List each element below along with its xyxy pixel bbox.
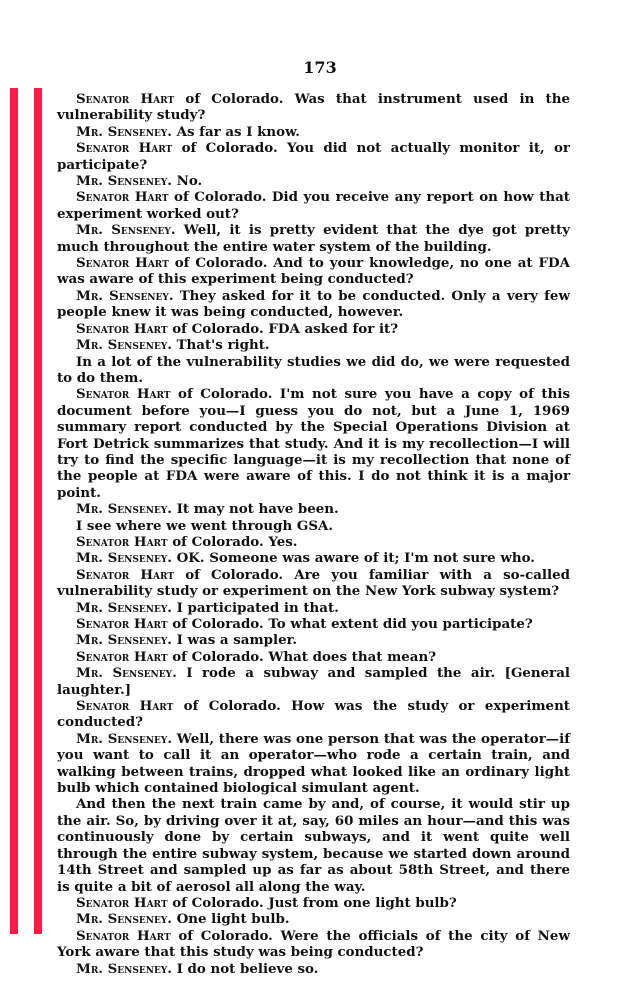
speaker-name: Mr. Senseney: [76, 632, 168, 649]
paragraph-text: . Well, there was one person that was the operator—if you want to call it an operator—who rode a certain train, and walking between trains, dropped what looked like an ordinary light bulb which contained biological simulant agent.: [57, 730, 570, 797]
paragraph-text: of Colorado. And to your knowledge, no one at FDA was aware of this experiment being conducted?: [57, 255, 570, 288]
paragraph-text: of Colorado. Were the officials of the city of New York aware that this study was being conducted?: [57, 927, 570, 961]
paragraph-text: of Colorado. Did you receive any report on how that experiment worked out?: [57, 189, 570, 222]
transcript-paragraph: [57, 731, 570, 797]
speaker-name: Mr. Senseney: [76, 550, 168, 567]
speaker-name: Mr. Senseney: [76, 337, 168, 354]
paragraph-text: of Colorado. How was the study or experiment conducted?: [57, 698, 570, 731]
paragraph-text: . OK. Someone was aware of it; I'm not sure who.: [167, 550, 535, 567]
transcript-paragraph: [57, 124, 570, 140]
speaker-name: Mr. Senseney: [76, 599, 168, 616]
paragraph-text: . I participated in that.: [167, 599, 339, 616]
paragraph-text: . One light bulb.: [167, 911, 290, 928]
paragraph-text: of Colorado. Was that instrument used in the vulnerability study?: [57, 91, 570, 124]
paragraph-text: of Colorado. What does that mean?: [167, 648, 437, 665]
transcript-paragraph: [57, 222, 570, 255]
speaker-name: Senator Hart: [76, 648, 168, 665]
page-number: 173: [303, 58, 337, 77]
margin-highlight-bar-right: [34, 88, 42, 934]
transcript-paragraph: [57, 961, 570, 977]
paragraph-text: of Colorado. Are you familiar with a so-called vulnerability study or experiment on the New York subway system?: [57, 566, 570, 600]
speaker-name: Mr. Senseney: [76, 960, 168, 977]
speaker-name: Senator Hart: [76, 566, 175, 583]
paragraph-text: of Colorado. FDA asked for it?: [167, 320, 399, 337]
speaker-name: Senator Hart: [76, 91, 175, 107]
transcript-paragraph: [57, 928, 570, 961]
transcript-paragraph: [57, 632, 570, 648]
paragraph-text: I see where we went through GSA.: [76, 517, 334, 534]
transcript-paragraph: [57, 91, 570, 124]
speaker-name: Mr. Senseney: [76, 730, 168, 747]
paragraph-text: . It may not have been.: [167, 501, 339, 518]
speaker-name: Senator Hart: [76, 320, 168, 337]
transcript-paragraph: [57, 600, 570, 616]
transcript-paragraph: [57, 189, 570, 222]
paragraph-text: . Well, it is pretty evident that the dye got pretty much throughout the entire water system of the building.: [57, 222, 570, 255]
speaker-name: Mr. Senseney: [76, 501, 168, 518]
transcript-paragraph: [57, 698, 570, 731]
paragraph-text: . They asked for it to be conducted. Only a very few people knew it was being conducted, however.: [57, 287, 570, 321]
speaker-name: Senator Hart: [76, 140, 173, 157]
speaker-name: Senator Hart: [76, 189, 169, 206]
paragraph-text: . I rode a subway and sampled the air. [General laughter.]: [57, 665, 570, 698]
speaker-name: Senator Hart: [76, 255, 169, 272]
transcript-paragraph: [57, 550, 570, 566]
transcript-paragraph: [57, 895, 570, 911]
speaker-name: Mr. Senseney: [76, 911, 168, 928]
transcript-paragraph: [57, 911, 570, 927]
transcript-paragraph: [57, 518, 570, 534]
speaker-name: Senator Hart: [76, 616, 168, 632]
margin-highlight-bar-left: [10, 88, 18, 934]
speaker-name: Mr. Senseney: [76, 173, 168, 190]
paragraph-text: of Colorado. You did not actually monitor it, or participate?: [57, 140, 570, 173]
speaker-name: Senator Hart: [76, 533, 168, 550]
transcript-paragraph: [57, 501, 570, 517]
paragraph-text: of Colorado. I'm not sure you have a copy of this document before you—I guess you do not, but a June 1, 1969 summary report conducted by the Special Operations Division at Fort Detrick summarizes that study. And it is my recollection—I will try to find the specific language—it is my recollection that none of the people at FDA were aware of this. I do not think it is a major point.: [57, 386, 570, 501]
paragraph-text: of Colorado. Yes.: [167, 533, 298, 550]
speaker-name: Mr. Senseney: [76, 287, 169, 304]
transcript-paragraph: [57, 665, 570, 698]
paragraph-text: . That's right.: [167, 337, 270, 354]
paragraph-text: . No.: [167, 173, 203, 190]
speaker-name: Mr. Senseney: [76, 123, 168, 140]
speaker-name: Senator Hart: [76, 927, 171, 944]
speaker-name: Mr. Senseney: [76, 222, 171, 239]
transcript-paragraph: [57, 534, 570, 550]
transcript-paragraph: [57, 140, 570, 173]
paragraph-text: of Colorado. To what extent did you participate?: [167, 616, 533, 632]
paragraph-text: . I was a sampler.: [167, 632, 298, 649]
paragraph-text: And then the next train came by and, of course, it would stir up the air. So, by driving over it at, say, 60 miles an hour—and this was continuously done by certain subways, and it went quite well through the entire subway system, because we started down around 14th Street and sampled up as far as about 58th Street, and there is quite a bit of aerosol all along the way.: [57, 796, 570, 895]
paragraph-text: In a lot of the vulnerability studies we did do, we were requested to do them.: [57, 353, 570, 386]
paragraph-text: . As far as I know.: [167, 123, 300, 140]
transcript-body: [57, 91, 570, 977]
transcript-paragraph: [57, 321, 570, 337]
speaker-name: Senator Hart: [76, 386, 171, 403]
speaker-name: Senator Hart: [76, 894, 168, 911]
transcript-paragraph: [57, 616, 570, 632]
transcript-paragraph: [57, 386, 570, 501]
transcript-paragraph: [57, 354, 570, 387]
speaker-name: Mr. Senseney: [76, 665, 173, 682]
transcript-paragraph: [57, 173, 570, 189]
transcript-paragraph: [57, 567, 570, 600]
transcript-paragraph: [57, 337, 570, 353]
paragraph-text: of Colorado. Just from one light bulb?: [167, 894, 457, 911]
transcript-paragraph: [57, 796, 570, 894]
paragraph-text: . I do not believe so.: [167, 960, 319, 977]
transcript-paragraph: [57, 255, 570, 288]
transcript-paragraph: [57, 288, 570, 321]
transcript-paragraph: [57, 649, 570, 665]
speaker-name: Senator Hart: [76, 698, 174, 715]
